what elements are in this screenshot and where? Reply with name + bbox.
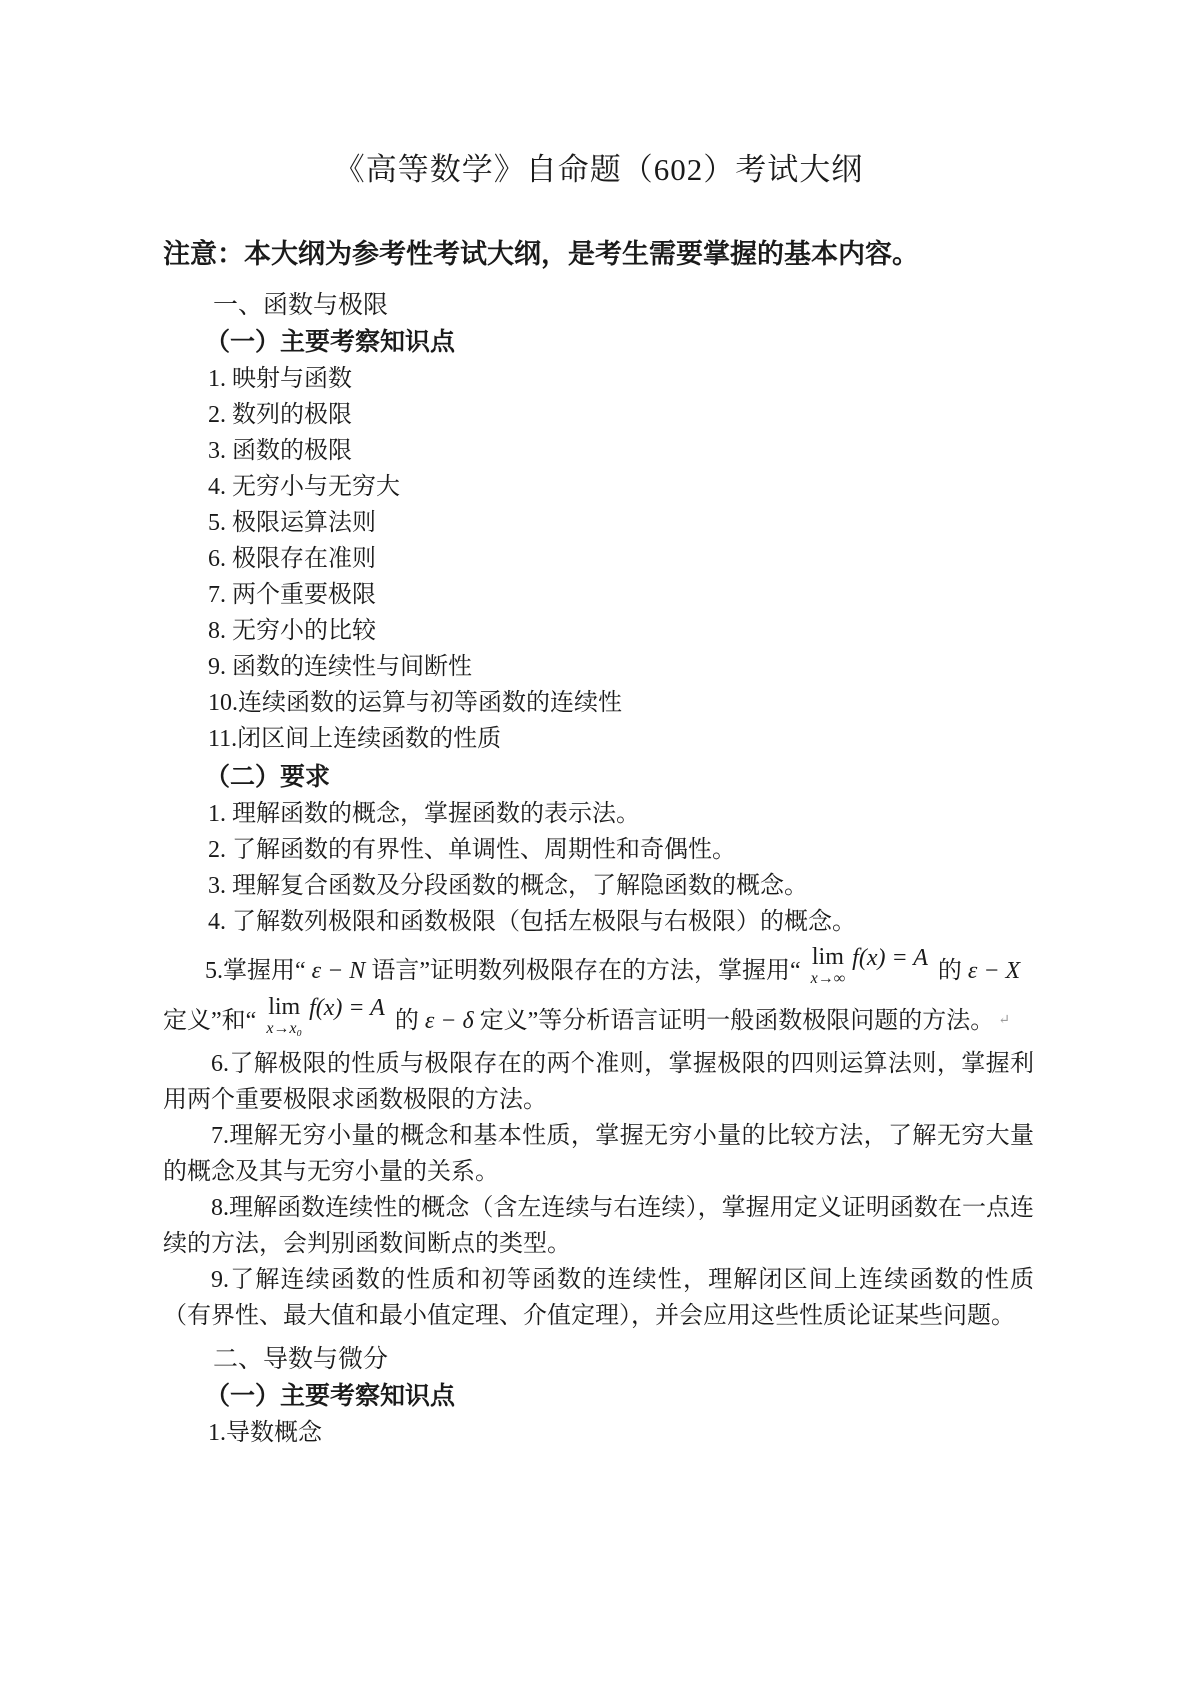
knowledge-point-item: 2. 数列的极限: [208, 402, 352, 428]
requirement-item: 3. 理解复合函数及分段函数的概念，了解隐函数的概念。: [208, 873, 808, 899]
requirement-item: 2. 了解函数的有界性、单调性、周期性和奇偶性。: [208, 837, 736, 863]
requirement5-text: 5.掌握用“: [205, 958, 306, 984]
requirement-paragraph: 7.理解无穷小量的概念和基本性质，掌握无穷小量的比较方法，了解无穷大量的概念及其与无穷小量的关系。: [163, 1123, 1034, 1185]
page-title: 《高等数学》自命题（602）考试大纲: [333, 152, 864, 187]
chapter1-heading: 一、函数与极限: [213, 291, 389, 319]
requirement-item: 4. 了解数列极限和函数极限（包括左极限与右极限）的概念。: [208, 909, 856, 935]
knowledge-point-item: 1.导数概念: [208, 1420, 322, 1446]
chapter2-heading: 二、导数与微分: [213, 1345, 389, 1373]
knowledge-point-item: 6. 极限存在准则: [208, 546, 376, 572]
knowledge-point-item: 7. 两个重要极限: [208, 582, 376, 608]
chapter1-knowledge-list: [163, 361, 1034, 757]
requirement-paragraph: 9.了解连续函数的性质和初等函数的连续性，理解闭区间上连续函数的性质（有界性、最大值和最小值定理、介值定理），并会应用这些性质论证某些问题。: [163, 1267, 1034, 1329]
knowledge-point-item: 9. 函数的连续性与间断性: [208, 654, 472, 680]
requirement-paragraph: 6.了解极限的性质与极限存在的两个准则，掌握极限的四则运算法则，掌握利用两个重要极限求函数极限的方法。: [163, 1051, 1034, 1113]
requirement5-text: 的: [394, 1008, 419, 1034]
lim-subscript: x→x₀: [266, 1020, 303, 1037]
paragraph-mark: ↵: [998, 1013, 1011, 1028]
requirement-paragraph: 8.理解函数连续性的概念（含左连续与右连续），掌握用定义证明函数在一点连续的方法，会判别函数间断点的类型。: [163, 1195, 1034, 1257]
chapter1-requirements-heading: （二）要求: [205, 763, 331, 791]
requirement5-text: 的: [937, 958, 962, 984]
lim-operator: lim: [268, 994, 301, 1020]
knowledge-point-item: 10.连续函数的运算与初等函数的连续性: [208, 690, 622, 716]
requirement5-line2: [163, 994, 1034, 1038]
chapter1-requirements-list: [163, 796, 1034, 940]
limit-formula-x-to-x0: [266, 994, 385, 1038]
requirement5-text: 定义”等分析语言证明一般函数极限问题的方法。: [479, 1008, 995, 1034]
knowledge-point-item: 4. 无穷小与无穷大: [208, 474, 400, 500]
requirement5-text: 语言”证明数列极限存在的方法，掌握用“: [371, 958, 801, 984]
lim-operator: lim: [811, 944, 844, 970]
notice-line: 注意：本大纲为参考性考试大纲，是考生需要掌握的基本内容。: [163, 239, 919, 269]
epsilon-N-math: ε − N: [311, 958, 366, 984]
limit-formula-x-to-infinity: [811, 944, 928, 988]
epsilon-delta-math: ε − δ: [424, 1008, 474, 1034]
lim-subscript: x→∞: [810, 970, 846, 987]
knowledge-point-item: 8. 无穷小的比较: [208, 618, 376, 644]
requirement5-paragraph: [163, 944, 1034, 1038]
knowledge-point-item: 11.闭区间上连续函数的性质: [208, 726, 502, 752]
chapter2-knowledge-heading: （一）主要考察知识点: [205, 1382, 456, 1410]
lim-stack: [266, 994, 302, 1038]
epsilon-X-math: ε − X: [967, 958, 1021, 984]
requirement5-line1: [163, 944, 1034, 988]
requirement-item: 1. 理解函数的概念，掌握函数的表示法。: [208, 801, 640, 827]
knowledge-point-item: 3. 函数的极限: [208, 438, 352, 464]
lim-expression: f(x) = A: [309, 995, 385, 1021]
chapter2-knowledge-list: [163, 1415, 1034, 1451]
lim-expression: f(x) = A: [852, 945, 928, 971]
requirement5-text: 定义”和“: [163, 1008, 257, 1034]
knowledge-point-item: 5. 极限运算法则: [208, 510, 376, 536]
chapter1-knowledge-heading: （一）主要考察知识点: [205, 328, 456, 356]
lim-stack: [811, 944, 846, 988]
knowledge-point-item: 1. 映射与函数: [208, 366, 352, 392]
